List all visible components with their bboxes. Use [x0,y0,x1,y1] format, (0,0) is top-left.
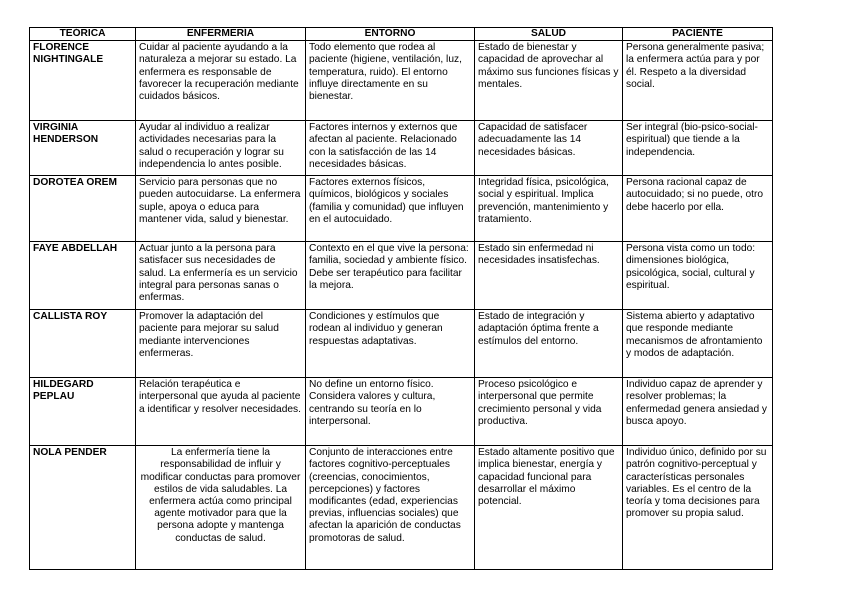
cell-enfermeria: Actuar junto a la persona para satisfacer sus necesidades de salud. La enfermería es un servicio integral para personas sanas o enfermas. [136,242,306,310]
cell-paciente: Ser integral (bio-psico-social-espiritual) que tiende a la independencia. [623,121,773,176]
cell-enfermeria: Servicio para personas que no pueden autocuidarse. La enfermera suple, apoya o educa para mantener vida, salud y bienestar. [136,176,306,242]
theorist-name: HILDEGARD PEPLAU [30,378,136,446]
header-teorica: TEÓRICA [30,28,136,41]
cell-entorno: No define un entorno físico. Considera valores y cultura, centrando su teoría en lo interpersonal. [306,378,475,446]
table-row [30,121,773,176]
cell-salud: Proceso psicológico e interpersonal que permite crecimiento personal y vida productiva. [475,378,623,446]
theorist-name: CALLISTA ROY [30,310,136,378]
cell-enfermeria: Cuidar al paciente ayudando a la naturaleza a mejorar su estado. La enfermera es responsable de favorecer la recuperación mediante cuidados básicos. [136,41,306,121]
header-paciente: PACIENTE [623,28,773,41]
cell-salud: Integridad física, psicológica, social y espiritual. Implica prevención, mantenimiento y tratamiento. [475,176,623,242]
cell-entorno: Contexto en el que vive la persona: familia, sociedad y ambiente físico. Debe ser terapéutico para facilitar la mejora. [306,242,475,310]
table-row [30,41,773,121]
cell-salud: Estado de bienestar y capacidad de aprovechar al máximo sus funciones físicas y mentales. [475,41,623,121]
table-row [30,176,773,242]
cell-enfermeria: Promover la adaptación del paciente para mejorar su salud mediante intervenciones enfermeras. [136,310,306,378]
header-salud: SALUD [475,28,623,41]
cell-salud: Estado sin enfermedad ni necesidades insatisfechas. [475,242,623,310]
theorists-comparison-table [29,27,773,570]
table-row [30,310,773,378]
theorist-name: FAYE ABDELLAH [30,242,136,310]
theorists-table-sheet [29,27,773,570]
cell-paciente: Individuo capaz de aprender y resolver problemas; la enfermedad genera ansiedad y busca apoyo. [623,378,773,446]
cell-entorno: Conjunto de interacciones entre factores cognitivo-perceptuales (creencias, conocimientos, percepciones) y factores modificantes (edad, experiencias previas, influencias sociales) que afectan la aparición de conductas promotoras de salud. [306,446,475,570]
cell-entorno: Factores externos físicos, químicos, biológicos y sociales (familia y comunidad) que influyen en el autocuidado. [306,176,475,242]
header-entorno: ENTORNO [306,28,475,41]
cell-salud: Capacidad de satisfacer adecuadamente las 14 necesidades básicas. [475,121,623,176]
theorist-name: DOROTEA OREM [30,176,136,242]
cell-paciente: Persona vista como un todo: dimensiones biológica, psicológica, social, cultural y espiritual. [623,242,773,310]
cell-enfermeria: Ayudar al individuo a realizar actividades necesarias para la salud o recuperación y lograr su independencia lo antes posible. [136,121,306,176]
theorist-name: NOLA PENDER [30,446,136,570]
cell-entorno: Factores internos y externos que afectan al paciente. Relacionado con la satisfacción de las 14 necesidades básicas. [306,121,475,176]
table-row [30,446,773,570]
cell-enfermeria: Relación terapéutica e interpersonal que ayuda al paciente a identificar y resolver necesidades. [136,378,306,446]
cell-paciente: Individuo único, definido por su patrón cognitivo-perceptual y características personales variables. Es el centro de la teoría y toma decisiones para promover su propia salud. [623,446,773,570]
cell-entorno: Condiciones y estímulos que rodean al individuo y generan respuestas adaptativas. [306,310,475,378]
header-enfermeria: ENFERMERÍA [136,28,306,41]
theorist-name: FLORENCE NIGHTINGALE [30,41,136,121]
cell-salud: Estado altamente positivo que implica bienestar, energía y capacidad funcional para desarrollar el máximo potencial. [475,446,623,570]
cell-entorno: Todo elemento que rodea al paciente (higiene, ventilación, luz, temperatura, ruido). El entorno influye directamente en su bienestar. [306,41,475,121]
header-row [30,28,773,41]
cell-enfermeria: La enfermería tiene la responsabilidad de influir y modificar conductas para promover estilos de vida saludables. La enfermera actúa como principal agente motivador para que la persona adopte y mantenga conductas de salud. [136,446,306,570]
cell-paciente: Persona generalmente pasiva; la enfermera actúa para y por él. Respeto a la diversidad social. [623,41,773,121]
cell-salud: Estado de integración y adaptación óptima frente a estímulos del entorno. [475,310,623,378]
table-row [30,242,773,310]
cell-paciente: Sistema abierto y adaptativo que responde mediante mecanismos de afrontamiento y modos de adaptación. [623,310,773,378]
theorist-name: VIRGINIA HENDERSON [30,121,136,176]
table-row [30,378,773,446]
cell-paciente: Persona racional capaz de autocuidado; si no puede, otro debe hacerlo por ella. [623,176,773,242]
